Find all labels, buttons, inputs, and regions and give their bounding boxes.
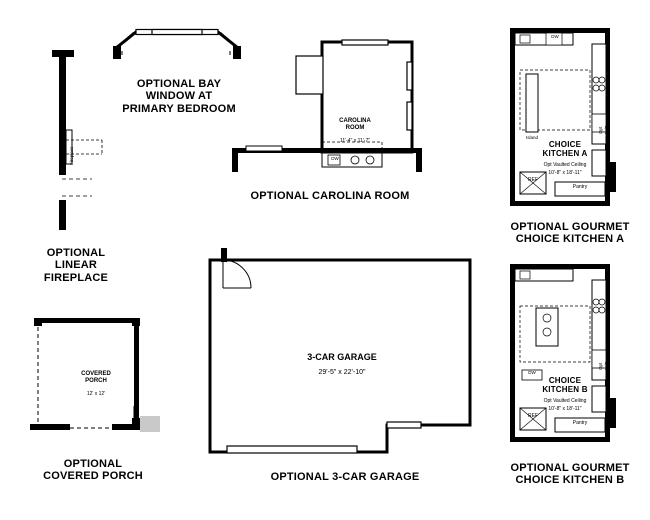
caption-line: WINDOW AT: [145, 90, 213, 103]
room-name-line: KITCHEN A: [542, 148, 588, 158]
covered-porch-room-name: [66, 371, 126, 385]
kitchen-b-dims: 10'-8" x 18'-11": [548, 406, 582, 412]
linear-fireplace-drawing: [48, 48, 106, 233]
carolina-room-name: [326, 118, 384, 132]
covered-porch-caption: [20, 458, 166, 483]
covered-porch-dims: 12' x 12': [86, 391, 106, 397]
kitchen-a-room-name: [512, 141, 618, 159]
caption-line: FIREPLACE: [43, 271, 109, 284]
caption-line: CHOICE KITCHEN B: [515, 474, 625, 487]
gourmet-kitchen-b-drawing: [500, 258, 630, 448]
caption-line: COVERED PORCH: [43, 470, 143, 483]
room-name-line: PORCH: [85, 377, 107, 384]
linear-fireplace-caption: [20, 247, 132, 284]
caption-line: PRIMARY BEDROOM: [122, 102, 236, 115]
kitchen-b-room-name: [512, 377, 618, 395]
carolina-dw-label: DW: [331, 156, 339, 161]
kitchen-a-island-label: Island: [525, 135, 538, 140]
kitchen-b-opt-label: Opt: [598, 362, 603, 370]
room-name-line: COVERED: [81, 371, 111, 377]
carolina-room-caption: [215, 190, 445, 202]
kitchen-a-opt-wd-label: Opt: [598, 126, 603, 134]
fireplace-room-label: Fireplace: [69, 146, 74, 165]
room-name-line: CAROLINA: [339, 118, 371, 124]
caption-line: OPTIONAL CAROLINA ROOM: [250, 190, 410, 202]
kitchen-a-wd-label: W/D: [604, 125, 609, 134]
kitchen-a-pantry-label: Pantry: [572, 184, 588, 190]
three-car-garage-caption: [205, 471, 485, 483]
kitchen-b-ref-label: REF: [528, 413, 538, 419]
covered-porch-drawing: [24, 312, 164, 442]
caption-line: OPTIONAL BAY: [136, 78, 222, 90]
kitchen-a-caption: [500, 221, 640, 246]
carolina-room-dims: 11'-4" x 11'-7": [339, 138, 370, 144]
caption-line: OPTIONAL GOURMET: [510, 221, 630, 233]
room-name-line: ROOM: [345, 124, 365, 131]
kitchen-a-ceiling-note: Opt Vaulted Ceiling: [543, 162, 587, 168]
room-name-line: CHOICE: [548, 140, 582, 149]
garage-dims: 29'-5" x 22'-10": [318, 369, 366, 376]
kitchen-b-wd-label: W/D: [604, 361, 609, 370]
caption-line: OPTIONAL 3-CAR GARAGE: [270, 471, 420, 483]
caption-line: OPTIONAL: [46, 247, 106, 259]
three-car-garage-drawing: [205, 240, 485, 465]
caption-line: OPTIONAL: [63, 458, 123, 470]
carolina-room-drawing: [218, 38, 438, 178]
kitchen-b-pantry-label: Pantry: [572, 420, 588, 426]
kitchen-b-dw-label: DW: [528, 370, 536, 375]
caption-line: LINEAR: [54, 259, 98, 272]
room-name-line: KITCHEN B: [542, 384, 588, 394]
gourmet-kitchen-a-drawing: [500, 22, 630, 212]
room-name-line: CHOICE: [548, 376, 582, 385]
kitchen-a-dims: 10'-8" x 18'-11": [548, 170, 582, 176]
kitchen-b-caption: [500, 462, 640, 487]
caption-line: OPTIONAL GOURMET: [510, 462, 630, 474]
kitchen-b-ceiling-note: Opt Vaulted Ceiling: [543, 398, 587, 404]
caption-line: CHOICE KITCHEN A: [515, 233, 625, 246]
garage-room-name: 3-CAR GARAGE: [307, 352, 377, 362]
kitchen-a-ref-label: REF: [528, 177, 538, 183]
kitchen-a-dw-label: DW: [551, 34, 559, 39]
